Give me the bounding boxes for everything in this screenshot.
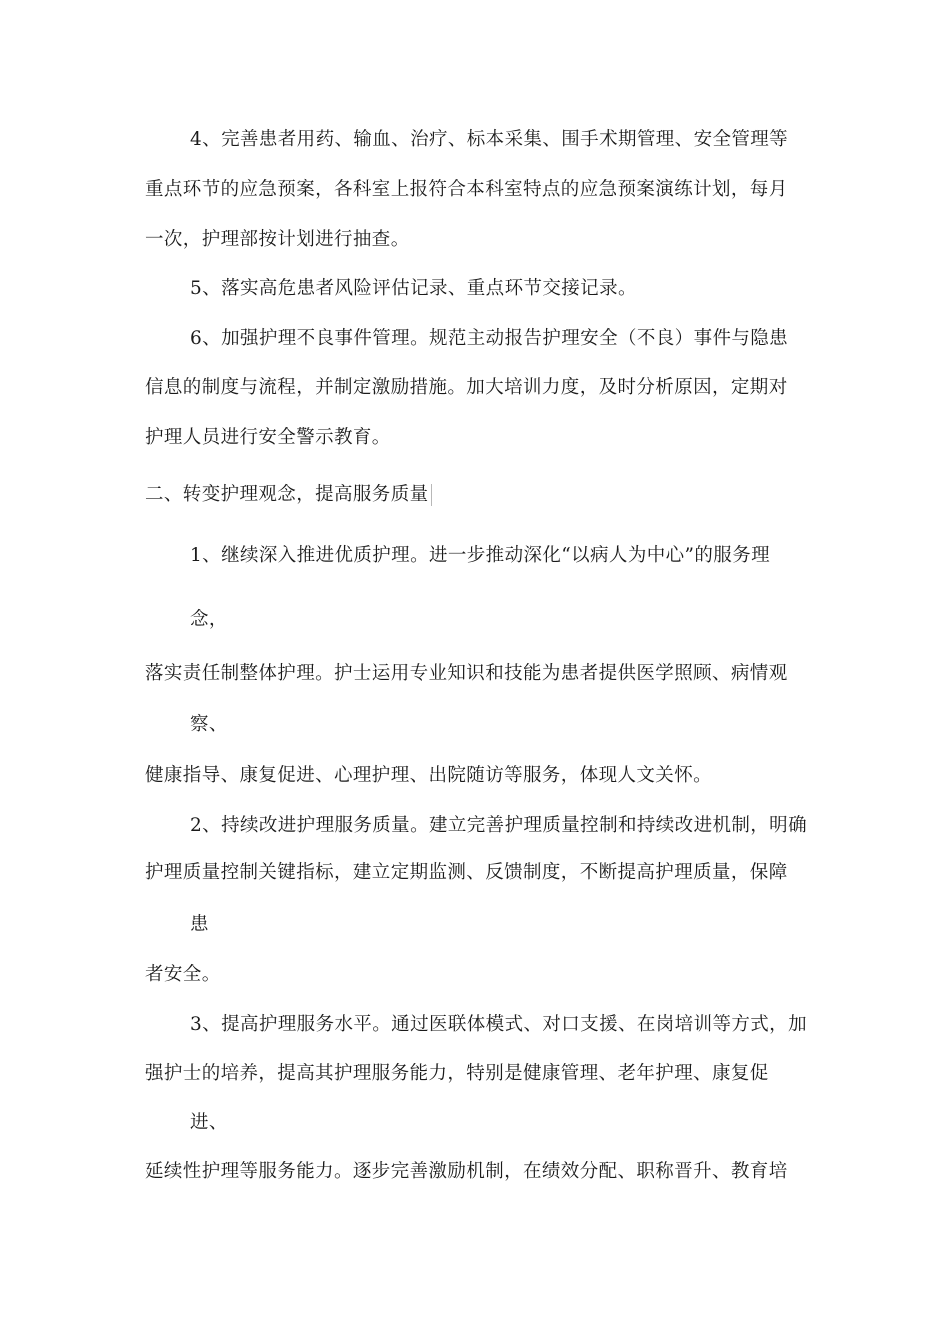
item-1-line-3: 落实责任制整体护理。护士运用专业知识和技能为患者提供医学照顾、病情观 xyxy=(145,663,788,684)
item-1-line-5: 健康指导、康复促进、心理护理、出院随访等服务，体现人文关怀。 xyxy=(145,765,713,786)
para-4-line-1: 4、完善患者用药、输血、治疗、标本采集、围手术期管理、安全管理等 xyxy=(190,129,789,150)
para-5-line-1: 5、落实高危患者风险评估记录、重点环节交接记录。 xyxy=(190,278,637,299)
item-3-line-4: 延续性护理等服务能力。逐步完善激励机制，在绩效分配、职称晋升、教育培 xyxy=(145,1161,788,1182)
para-6-line-2: 信息的制度与流程，并制定激励措施。加大培训力度，及时分析原因，定期对 xyxy=(145,377,788,398)
para-6-line-1: 6、加强护理不良事件管理。规范主动报告护理安全（不良）事件与隐患 xyxy=(190,328,789,349)
item-2-line-2: 护理质量控制关键指标，建立定期监测、反馈制度，不断提高护理质量，保障 xyxy=(145,862,788,883)
item-3-line-3: 进、 xyxy=(190,1112,228,1133)
item-3-line-1: 3、提高护理服务水平。通过医联体模式、对口支援、在岗培训等方式，加 xyxy=(190,1014,807,1035)
item-2-line-4: 者安全。 xyxy=(145,964,221,985)
item-1-line-2: 念， xyxy=(190,609,228,630)
para-6-line-3: 护理人员进行安全警示教育。 xyxy=(145,427,391,448)
item-1-line-1: 1、继续深入推进优质护理。进一步推动深化“以病人为中心”的服务理 xyxy=(190,545,770,566)
section-heading-text: 二、转变护理观念，提高服务质量 xyxy=(145,484,429,505)
text-cursor-mark xyxy=(431,484,432,506)
item-2-line-1: 2、持续改进护理服务质量。建立完善护理质量控制和持续改进机制，明确 xyxy=(190,815,807,836)
section-heading xyxy=(145,482,432,508)
para-4-line-2: 重点环节的应急预案，各科室上报符合本科室特点的应急预案演练计划，每月 xyxy=(145,179,788,200)
item-3-line-2: 强护士的培养，提高其护理服务能力，特别是健康管理、老年护理、康复促 xyxy=(145,1063,769,1084)
para-4-line-3: 一次，护理部按计划进行抽查。 xyxy=(145,229,410,250)
item-1-line-4: 察、 xyxy=(190,714,228,735)
item-2-line-3: 患 xyxy=(190,914,209,935)
